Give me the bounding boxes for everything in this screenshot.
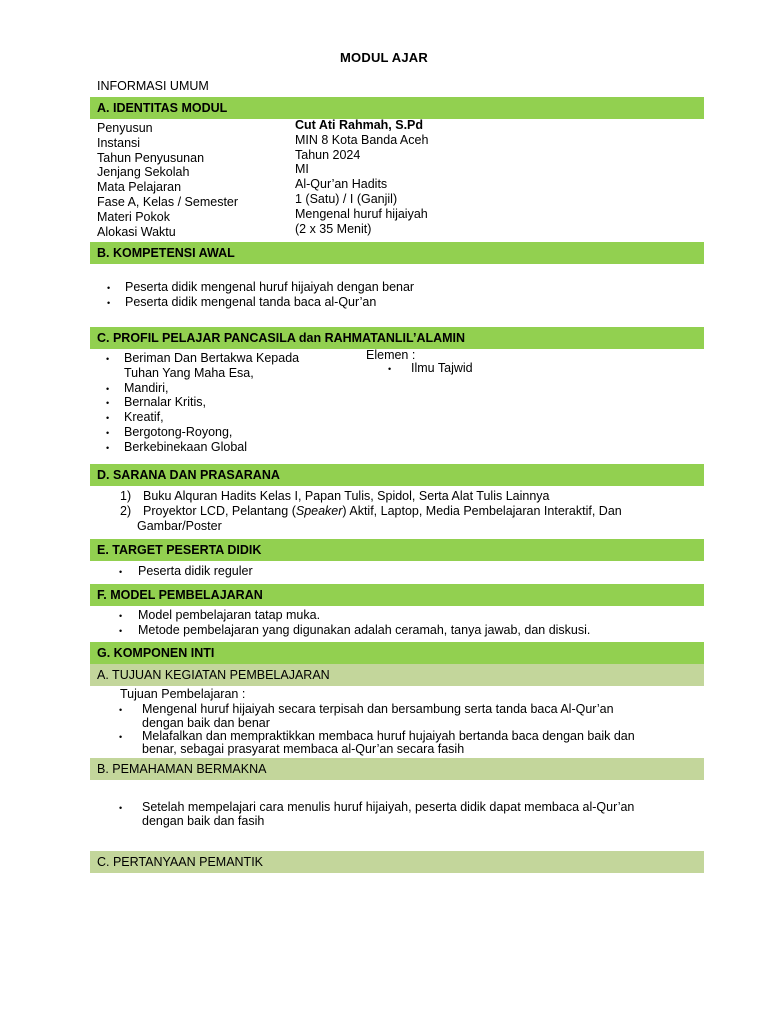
- identity-value: Mengenal huruf hijaiyah: [295, 206, 428, 221]
- identity-label: Penyusun: [97, 121, 153, 135]
- section-a-heading: A. IDENTITAS MODUL: [90, 97, 704, 119]
- bullet-icon: •: [106, 384, 110, 394]
- subsection-b-heading: B. PEMAHAMAN BERMAKNA: [90, 758, 704, 780]
- list-item: Peserta didik mengenal tanda baca al-Qur’an: [125, 295, 377, 309]
- bullet-icon: •: [106, 354, 110, 364]
- identity-value: (2 x 35 Menit): [295, 221, 372, 236]
- identity-value: MIN 8 Kota Banda Aceh: [295, 132, 429, 147]
- elemen-label: Elemen :: [366, 348, 416, 362]
- identity-label: Tahun Penyusunan: [97, 150, 205, 165]
- list-item: Berkebinekaan Global: [124, 440, 247, 454]
- identity-label: Mata Pelajaran: [97, 180, 182, 195]
- bullet-icon: •: [106, 398, 110, 408]
- list-item: Model pembelajaran tatap muka.: [138, 608, 321, 622]
- identity-label: Alokasi Waktu: [97, 224, 176, 239]
- list-item: Ilmu Tajwid: [411, 361, 473, 375]
- list-number: 1): [120, 489, 132, 503]
- identity-values: [295, 118, 428, 236]
- list-item: Bergotong-Royong,: [124, 425, 233, 439]
- list-intro: Tujuan Pembelajaran :: [120, 687, 246, 701]
- list-item-continuation: dengan baik dan benar: [142, 716, 270, 730]
- list-item-continuation: benar, sebagai prasyarat membaca al-Qur’an secara fasih: [142, 742, 465, 756]
- bullet-icon: •: [119, 626, 123, 636]
- identity-label: Materi Pokok: [97, 209, 170, 224]
- identity-value: 1 (Satu) / I (Ganjil): [295, 191, 398, 206]
- bullet-icon: •: [388, 364, 392, 374]
- text-span: Proyektor LCD, Pelantang (: [143, 504, 296, 518]
- identity-value: Tahun 2024: [295, 147, 361, 162]
- bullet-icon: •: [107, 298, 111, 308]
- identity-label: Instansi: [97, 135, 141, 150]
- list-item: [143, 504, 622, 519]
- section-b-heading: B. KOMPETENSI AWAL: [90, 242, 704, 264]
- subsection-c-heading: C. PERTANYAAN PEMANTIK: [90, 851, 704, 873]
- list-item: Beriman Dan Bertakwa Kepada: [124, 351, 300, 365]
- list-item: Mandiri,: [124, 381, 169, 395]
- list-item: Kreatif,: [124, 410, 164, 424]
- list-item-continuation: dengan baik dan fasih: [142, 814, 265, 828]
- subsection-a-heading: A. TUJUAN KEGIATAN PEMBELAJARAN: [90, 664, 704, 686]
- identity-labels: [97, 121, 238, 239]
- list-item: Mengenal huruf hijaiyah secara terpisah dan bersambung serta tanda baca Al-Qur’an: [142, 702, 614, 716]
- list-item: Melafalkan dan mempraktikkan membaca huruf hujaiyah bertanda baca dengan baik dan: [142, 729, 635, 743]
- section-f-heading: F. MODEL PEMBELAJARAN: [90, 584, 704, 606]
- list-item: Bernalar Kritis,: [124, 395, 206, 409]
- list-item: Buku Alquran Hadits Kelas I, Papan Tulis, Spidol, Serta Alat Tulis Lainnya: [143, 489, 550, 503]
- document-title: MODUL AJAR: [340, 50, 428, 65]
- section-e-heading: E. TARGET PESERTA DIDIK: [90, 539, 704, 561]
- section-g-heading: G. KOMPONEN INTI: [90, 642, 704, 664]
- bullet-icon: •: [119, 705, 123, 715]
- bullet-icon: •: [106, 428, 110, 438]
- bullet-icon: •: [119, 567, 123, 577]
- list-item: Peserta didik reguler: [138, 564, 253, 578]
- bullet-icon: •: [119, 611, 123, 621]
- identity-label: Jenjang Sekolah: [97, 165, 190, 180]
- list-item-continuation: Gambar/Poster: [137, 519, 222, 533]
- list-item: Setelah mempelajari cara menulis huruf hijaiyah, peserta didik dapat membaca al-Qur’an: [142, 800, 635, 814]
- bullet-icon: •: [106, 443, 110, 453]
- identity-value: MI: [295, 162, 309, 177]
- list-item: Peserta didik mengenal huruf hijaiyah dengan benar: [125, 280, 415, 294]
- section-c-heading: C. PROFIL PELAJAR PANCASILA dan RAHMATANLIL’ALAMIN: [90, 327, 704, 349]
- section-d-heading: D. SARANA DAN PRASARANA: [90, 464, 704, 486]
- bullet-icon: •: [107, 283, 111, 293]
- italic-span: Speaker: [295, 504, 343, 518]
- list-item-continuation: Tuhan Yang Maha Esa,: [124, 366, 254, 380]
- text-span: ) Aktif, Laptop, Media Pembelajaran Interaktif, Dan: [342, 504, 622, 518]
- identity-value: Cut Ati Rahmah, S.Pd: [295, 118, 424, 132]
- list-item: Metode pembelajaran yang digunakan adalah ceramah, tanya jawab, dan diskusi.: [138, 623, 591, 637]
- identity-label: Fase A, Kelas / Semester: [97, 194, 239, 209]
- identity-value: Al-Qur’an Hadits: [295, 177, 388, 192]
- bullet-icon: •: [106, 413, 110, 423]
- bullet-icon: •: [119, 803, 123, 813]
- list-number: 2): [120, 504, 132, 518]
- info-heading: INFORMASI UMUM: [97, 79, 209, 93]
- bullet-icon: •: [119, 732, 123, 742]
